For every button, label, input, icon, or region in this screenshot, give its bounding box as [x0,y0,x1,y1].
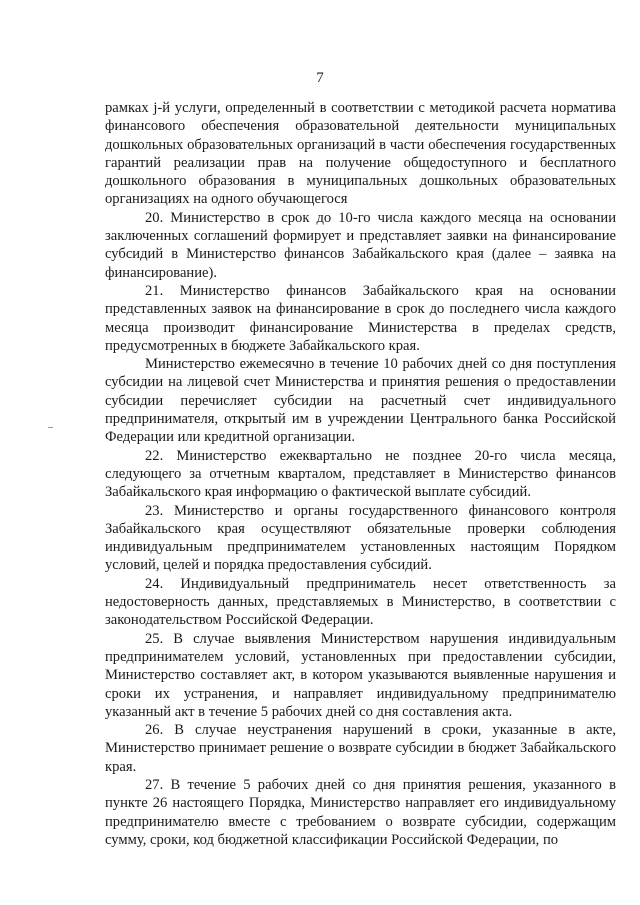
margin-mark [48,427,53,428]
document-body [105,99,616,849]
paragraph-24: 24. Индивидуальный предприниматель несет ответственность за недостоверность данных, представляемых в Министерство, в соответствии с законодательством Российской Федерации. [105,575,616,629]
paragraph-20: 20. Министерство в срок до 10-го числа каждого месяца на основании заключенных соглашений формирует и представляет заявки на финансирование субсидий в Министерство финансов Забайкальского края (далее – заявка на финансирование). [105,209,616,281]
paragraph-0-continuation: рамках j-й услуги, определенный в соответствии с методикой расчета норматива финансового обеспечения образовательной деятельности муниципальных дошкольных образовательных организаций в части обеспечения государственных гарантий реализации прав на получение общедоступного и бесплатного дошкольного образования в муниципальных дошкольных образовательных организациях на одного обучающегося [105,100,616,208]
paragraph-21-transfer: Министерство ежемесячно в течение 10 рабочих дней со дня поступления субсидии на лицевой счет Министерства и принятия решения о предоставлении субсидии перечисляет субсидии на расчетный счет индивидуального предпринимателя, открытый им в учреждении Центрального банка Российской Федерации или кредитной организации. [105,356,616,446]
paragraph-21: 21. Министерство финансов Забайкальского края на основании представленных заявок на финансирование в срок до последнего числа каждого месяца производит финансирование Министерства в пределах средств, предусмотренных в бюджете Забайкальского края. [105,282,616,354]
paragraph-25: 25. В случае выявления Министерством нарушения индивидуальным предпринимателем условий, установленных при предоставлении субсидии, Министерство составляет акт, в котором указываются выявленные нарушения и сроки их устранения, и направляет индивидуальному предпринимателю указанный акт в течение 5 рабочих дней со дня составления акта. [105,630,616,720]
paragraph-23: 23. Министерство и органы государственного финансового контроля Забайкальского края осуществляют обязательные проверки соблюдения индивидуальным предпринимателем установленных настоящим Порядком условий, целей и порядка предоставления субсидий. [105,502,616,574]
paragraph-26: 26. В случае неустранения нарушений в сроки, указанные в акте, Министерство принимает решение о возврате субсидии в бюджет Забайкальского края. [105,722,616,775]
page-number: 7 [316,70,324,86]
paragraph-22: 22. Министерство ежеквартально не позднее 20-го числа месяца, следующего за отчетным кварталом, представляет в Министерство финансов Забайкальского края информацию о фактической выплате субсидий. [105,447,616,501]
paragraph-27: 27. В течение 5 рабочих дней со дня принятия решения, указанного в пункте 26 настоящего Порядка, Министерство направляет его индивидуальному предпринимателю вместе с требованием о возврате субсидии, содержащим сумму, сроки, код бюджетной классификации Российской Федерации, по [105,776,616,848]
